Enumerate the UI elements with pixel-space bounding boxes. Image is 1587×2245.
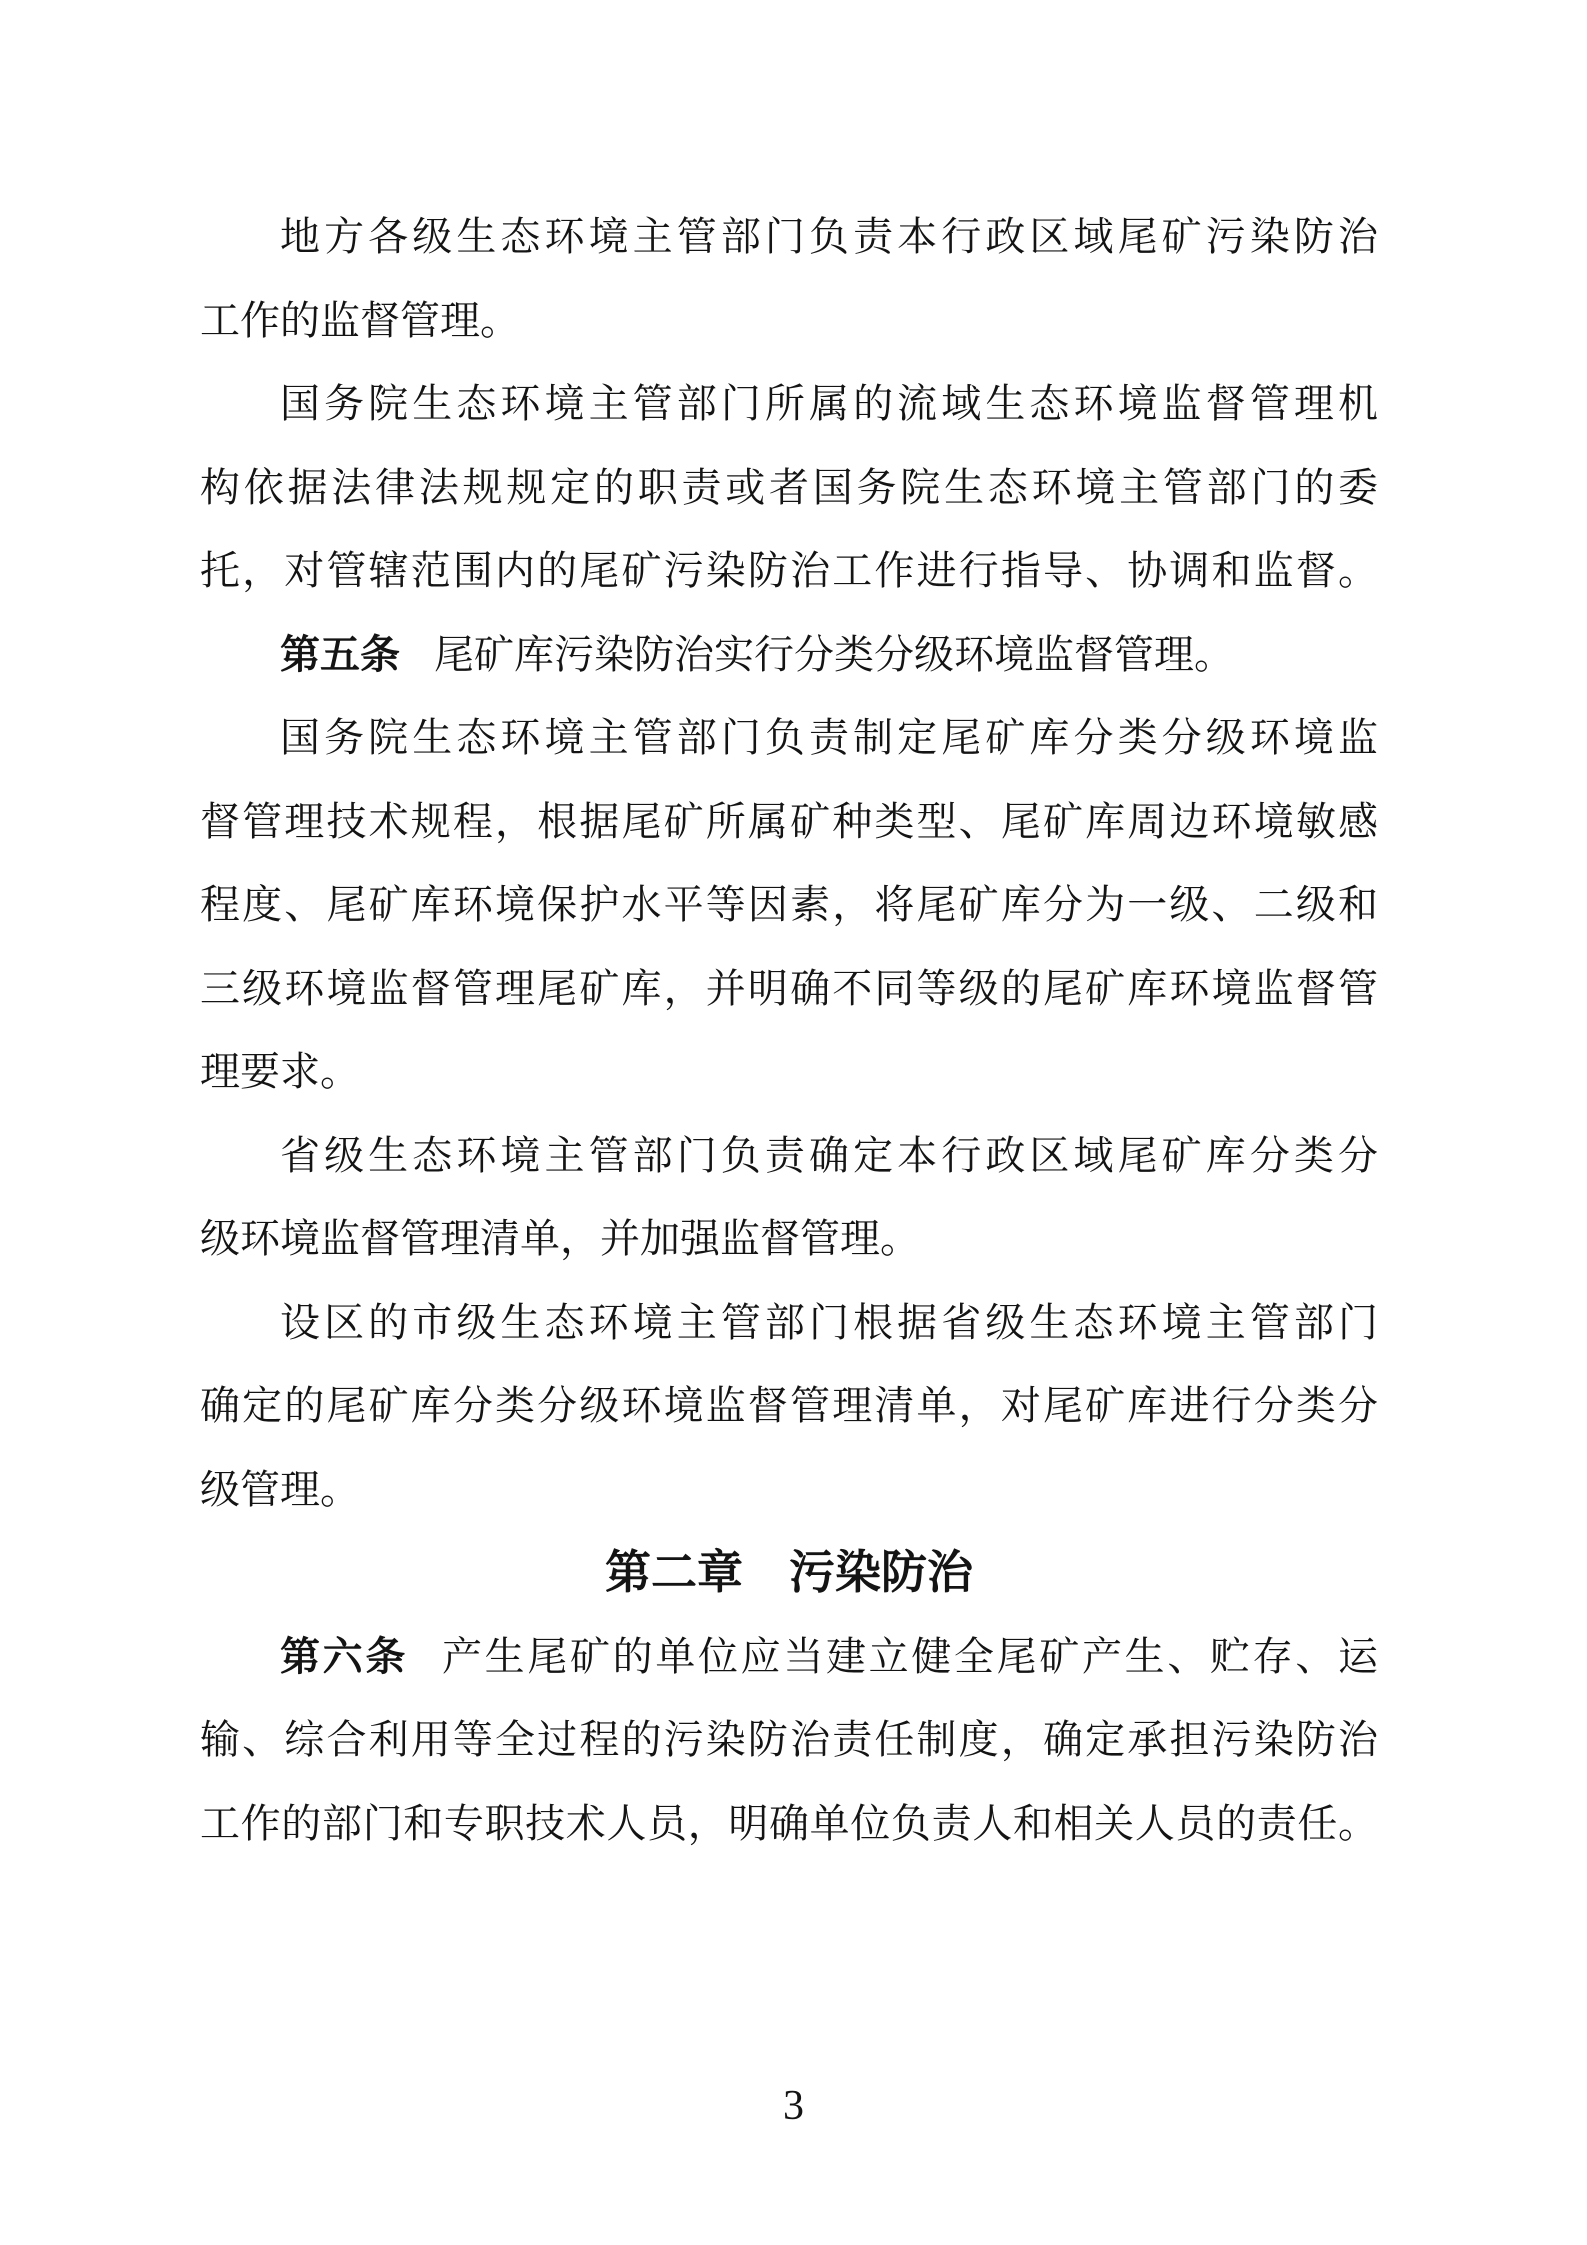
- text-block: [200, 195, 1378, 1865]
- paragraph-line: 托，对管辖范围内的尾矿污染防治工作进行指导、协调和监督。: [200, 548, 1378, 593]
- paragraph-line: 输、综合利用等全过程的污染防治责任制度，确定承担污染防治: [200, 1717, 1378, 1762]
- paragraph-line: 级环境监督管理清单，并加强监督管理。: [200, 1216, 920, 1261]
- paragraph-line: 国务院生态环境主管部门负责制定尾矿库分类分级环境监: [280, 715, 1378, 760]
- article-5-number: 第五条: [280, 632, 400, 677]
- chapter-title: 污染防治: [789, 1546, 973, 1598]
- article-5-opening-line: [200, 613, 1378, 697]
- paragraph-line: 构依据法律法规规定的职责或者国务院生态环境主管部门的委: [200, 464, 1378, 510]
- paragraph-line: 国务院生态环境主管部门所属的流域生态环境监督管理机: [280, 381, 1378, 426]
- article-6-opening-line: [200, 1615, 1378, 1699]
- paragraph-line: 级管理。: [200, 1466, 360, 1512]
- paragraph-line: 督管理技术规程，根据尾矿所属矿种类型、尾矿库周边环境敏感: [200, 798, 1378, 844]
- article-5-text: 尾矿库污染防治实行分类分级环境监督管理。: [434, 631, 1234, 677]
- article-6-number: 第六条: [280, 1634, 408, 1679]
- page-number: 3: [783, 2083, 804, 2129]
- paragraph-line: 工作的监督管理。: [200, 297, 520, 343]
- chapter-heading: [200, 1531, 1378, 1615]
- paragraph-line: 设区的市级生态环境主管部门根据省级生态环境主管部门: [280, 1299, 1378, 1345]
- paragraph-line: 程度、尾矿库环境保护水平等因素，将尾矿库分为一级、二级和: [200, 882, 1378, 927]
- paragraph-line: 理要求。: [200, 1049, 360, 1094]
- paragraph-line: 地方各级生态环境主管部门负责本行政区域尾矿污染防治: [280, 214, 1378, 259]
- paragraph-line: 工作的部门和专职技术人员，明确单位负责人和相关人员的责任。: [200, 1800, 1378, 1846]
- chapter-number: 第二章: [605, 1546, 743, 1598]
- paragraph-line: 省级生态环境主管部门负责确定本行政区域尾矿库分类分: [280, 1132, 1378, 1178]
- paragraph-line: 确定的尾矿库分类分级环境监督管理清单，对尾矿库进行分类分: [200, 1383, 1378, 1428]
- article-6-text: 产生尾矿的单位应当建立健全尾矿产生、贮存、运: [442, 1633, 1378, 1679]
- paragraph-line: 三级环境监督管理尾矿库，并明确不同等级的尾矿库环境监督管: [200, 965, 1378, 1011]
